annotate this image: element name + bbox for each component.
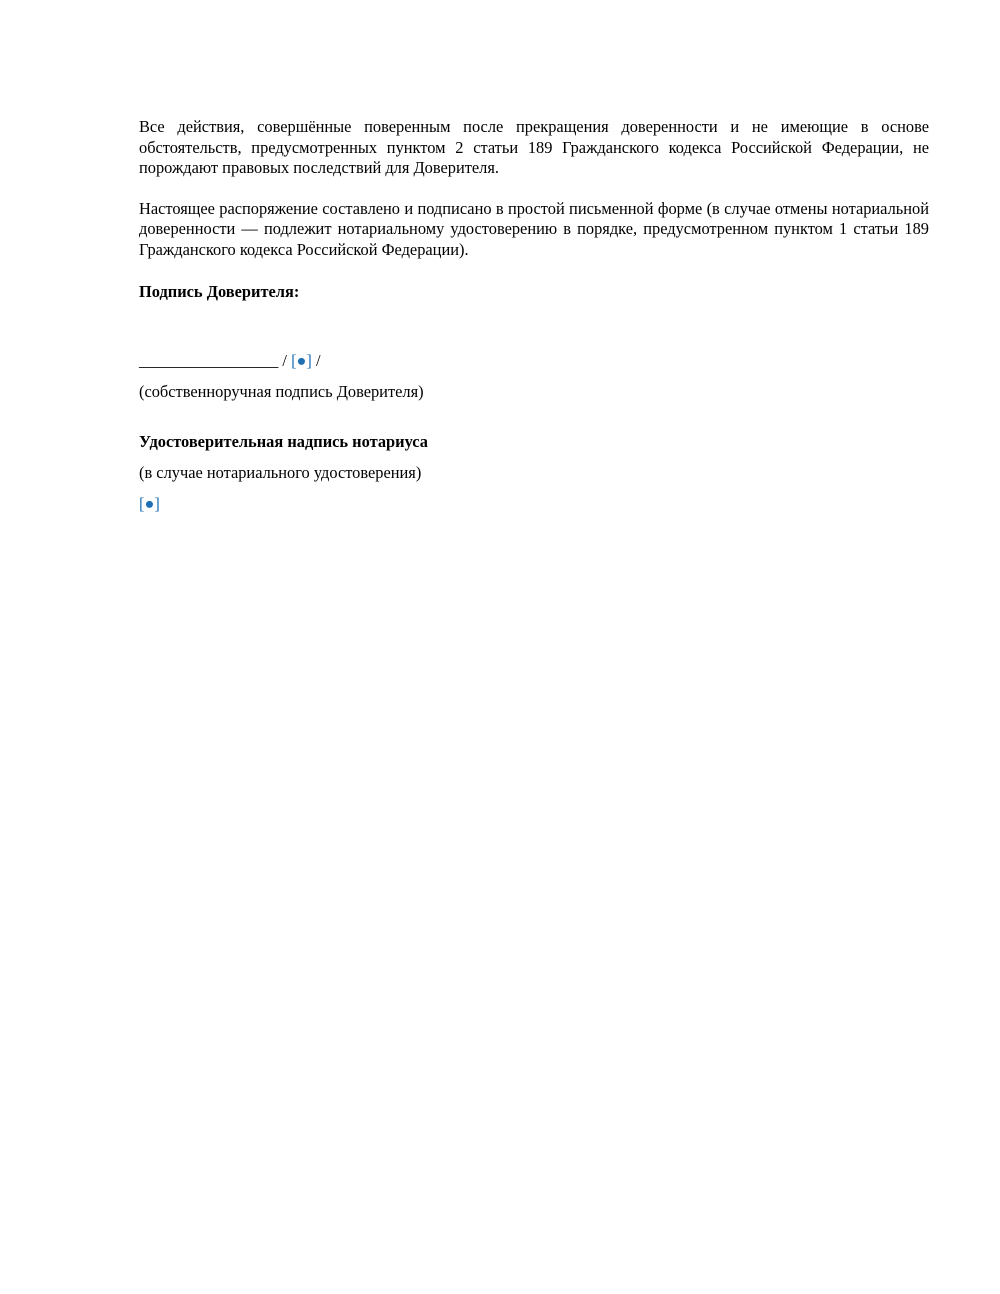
paragraph-actions-after-termination: Все действия, совершённые поверенным после прекращения доверенности и не имеющие в основе обстоятельств, предусмотренных пунктом 2 статьи 189 Гражданского кодекса Российской Федерации, не порождают правовых последствий для Доверителя. <box>139 117 929 178</box>
signature-line <box>139 351 321 372</box>
signature-heading: Подпись Доверителя: <box>139 282 300 301</box>
signature-underline: _________________ <box>139 351 279 370</box>
paragraph-form-of-order: Настоящее распоряжение составлено и подписано в простой письменной форме (в случае отмены нотариальной доверенности — подлежит нотариальному удостоверению в порядке, предусмотренном пунктом 1 статьи 189 Гражданского кодекса Российской Федерации). <box>139 198 929 259</box>
signature-caption: (собственноручная подпись Доверителя) <box>139 382 424 401</box>
notary-caption: (в случае нотариального удостоверения) <box>139 463 422 482</box>
signature-separator-right: / <box>311 351 321 370</box>
signature-separator-left: / <box>278 351 292 370</box>
document-page <box>139 117 929 513</box>
signature-name-placeholder: [●] <box>291 351 312 370</box>
notary-heading: Удостоверительная надпись нотариуса <box>139 432 428 451</box>
notary-text-placeholder: [●] <box>139 494 160 513</box>
